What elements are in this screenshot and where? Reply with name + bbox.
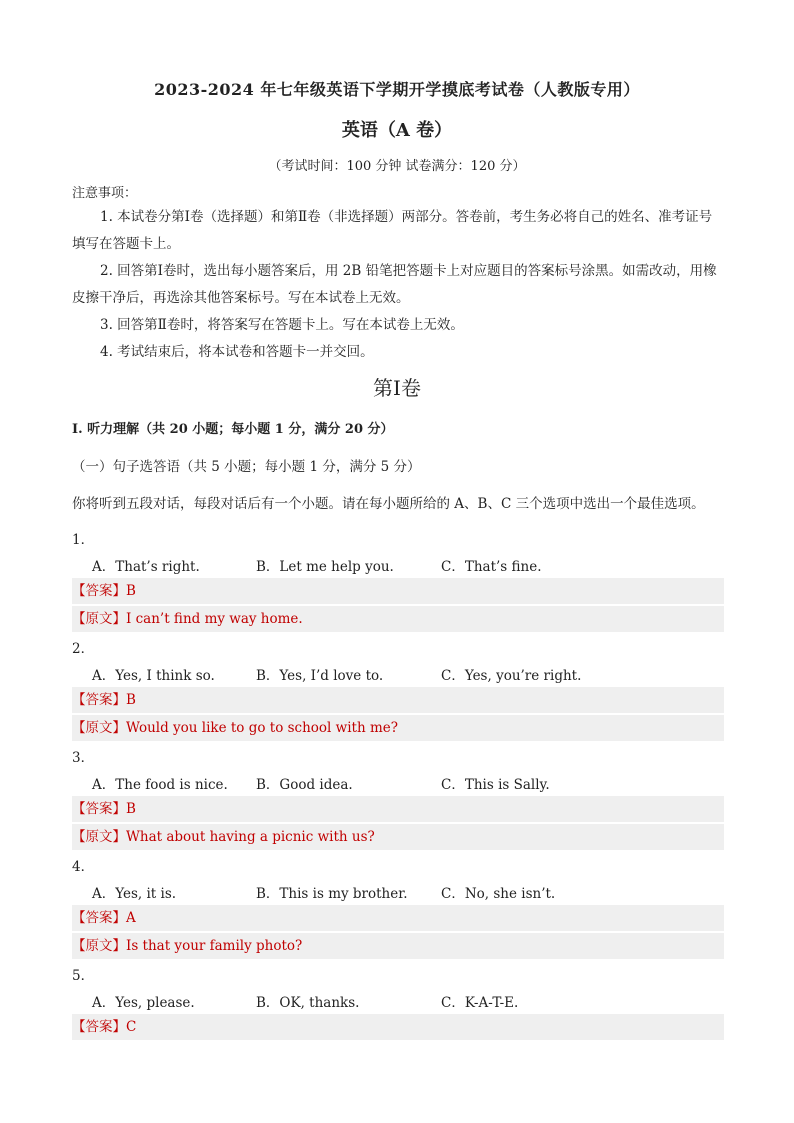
option-b: B．This is my brother. bbox=[256, 886, 408, 902]
option-c: C．That’s fine. bbox=[441, 559, 542, 575]
answer-row bbox=[72, 905, 724, 931]
option-a: A．The food is nice. bbox=[92, 777, 228, 793]
question-options bbox=[92, 882, 724, 904]
question-number: 1． bbox=[72, 532, 95, 548]
note-item: 2. 回答第Ⅰ卷时，选出每小题答案后，用 2B 铅笔把答题卡上对应题目的答案标号涂黑。如需改动，用橡皮擦干净后，再选涂其他答案标号。写在本试卷上无效。 bbox=[72, 263, 717, 306]
option-c: C．Yes, you’re right. bbox=[441, 668, 582, 684]
script-text: Would you like to go to school with me? bbox=[126, 720, 398, 736]
part-title: 第Ⅰ卷 bbox=[373, 376, 421, 400]
script-tag: 【原文】 bbox=[72, 720, 126, 736]
answer-tag: 【答案】 bbox=[72, 910, 126, 926]
script-row bbox=[72, 715, 724, 741]
note-item: 3. 回答第Ⅱ卷时，将答案写在答题卡上。写在本试卷上无效。 bbox=[100, 317, 464, 333]
answer-tag: 【答案】 bbox=[72, 1019, 126, 1035]
section-title: I. 听力理解（共 20 小题；每小题 1 分，满分 20 分） bbox=[72, 422, 394, 437]
option-c: C．No, she isn’t. bbox=[441, 886, 556, 902]
script-text: I can’t find my way home. bbox=[126, 611, 303, 627]
question-number: 3． bbox=[72, 750, 95, 766]
note-item: 4. 考试结束后，将本试卷和答题卡一并交回。 bbox=[100, 344, 374, 360]
question-options bbox=[92, 991, 724, 1013]
answer-tag: 【答案】 bbox=[72, 801, 126, 817]
option-a: A．That’s right. bbox=[92, 559, 200, 575]
script-tag: 【原文】 bbox=[72, 611, 126, 627]
exam-time-score: （考试时间：100 分钟 试卷满分：120 分） bbox=[268, 159, 526, 174]
exam-title: 2023-2024 年七年级英语下学期开学摸底考试卷（人教版专用） bbox=[154, 80, 640, 99]
note-item: 1. 本试卷分第Ⅰ卷（选择题）和第Ⅱ卷（非选择题）两部分。答卷前，考生务必将自己的姓名、准考证号填写在答题卡上。 bbox=[72, 209, 713, 252]
question-options bbox=[92, 664, 724, 686]
exam-subtitle: 英语（A 卷） bbox=[341, 120, 453, 141]
option-c: C．This is Sally. bbox=[441, 777, 550, 793]
answer-value: B bbox=[126, 692, 136, 708]
script-tag: 【原文】 bbox=[72, 938, 126, 954]
answer-value: B bbox=[126, 801, 136, 817]
script-text: What about having a picnic with us? bbox=[126, 829, 375, 845]
sub-section-title: （一）句子选答语（共 5 小题；每小题 1 分，满分 5 分） bbox=[72, 459, 421, 475]
answer-row bbox=[72, 687, 724, 713]
question-options bbox=[92, 773, 724, 795]
answer-value: A bbox=[126, 910, 136, 926]
script-text: Is that your family photo? bbox=[126, 938, 303, 954]
answer-row bbox=[72, 796, 724, 822]
script-row bbox=[72, 933, 724, 959]
script-row bbox=[72, 824, 724, 850]
option-a: A．Yes, it is. bbox=[92, 886, 177, 902]
answer-value: B bbox=[126, 583, 136, 599]
option-a: A．Yes, please. bbox=[92, 995, 195, 1011]
notes-label: 注意事项： bbox=[72, 186, 138, 201]
answer-row bbox=[72, 578, 724, 604]
option-b: B．Good idea. bbox=[256, 777, 353, 793]
question-number: 4． bbox=[72, 859, 95, 875]
option-b: B．Yes, I’d love to. bbox=[256, 668, 384, 684]
question-options bbox=[92, 555, 724, 577]
option-b: B．OK, thanks. bbox=[256, 995, 360, 1011]
option-a: A．Yes, I think so. bbox=[92, 668, 215, 684]
answer-value: C bbox=[126, 1019, 137, 1035]
instruction-text: 你将听到五段对话，每段对话后有一个小题。请在每小题所给的 A、B、C 三个选项中选出一个最佳选项。 bbox=[72, 496, 705, 512]
answer-tag: 【答案】 bbox=[72, 583, 126, 599]
question-number: 5． bbox=[72, 968, 95, 984]
question-number: 2． bbox=[72, 641, 95, 657]
option-b: B．Let me help you. bbox=[256, 559, 394, 575]
answer-row bbox=[72, 1014, 724, 1040]
script-tag: 【原文】 bbox=[72, 829, 126, 845]
script-row bbox=[72, 606, 724, 632]
answer-tag: 【答案】 bbox=[72, 692, 126, 708]
option-c: C．K-A-T-E. bbox=[441, 995, 519, 1011]
